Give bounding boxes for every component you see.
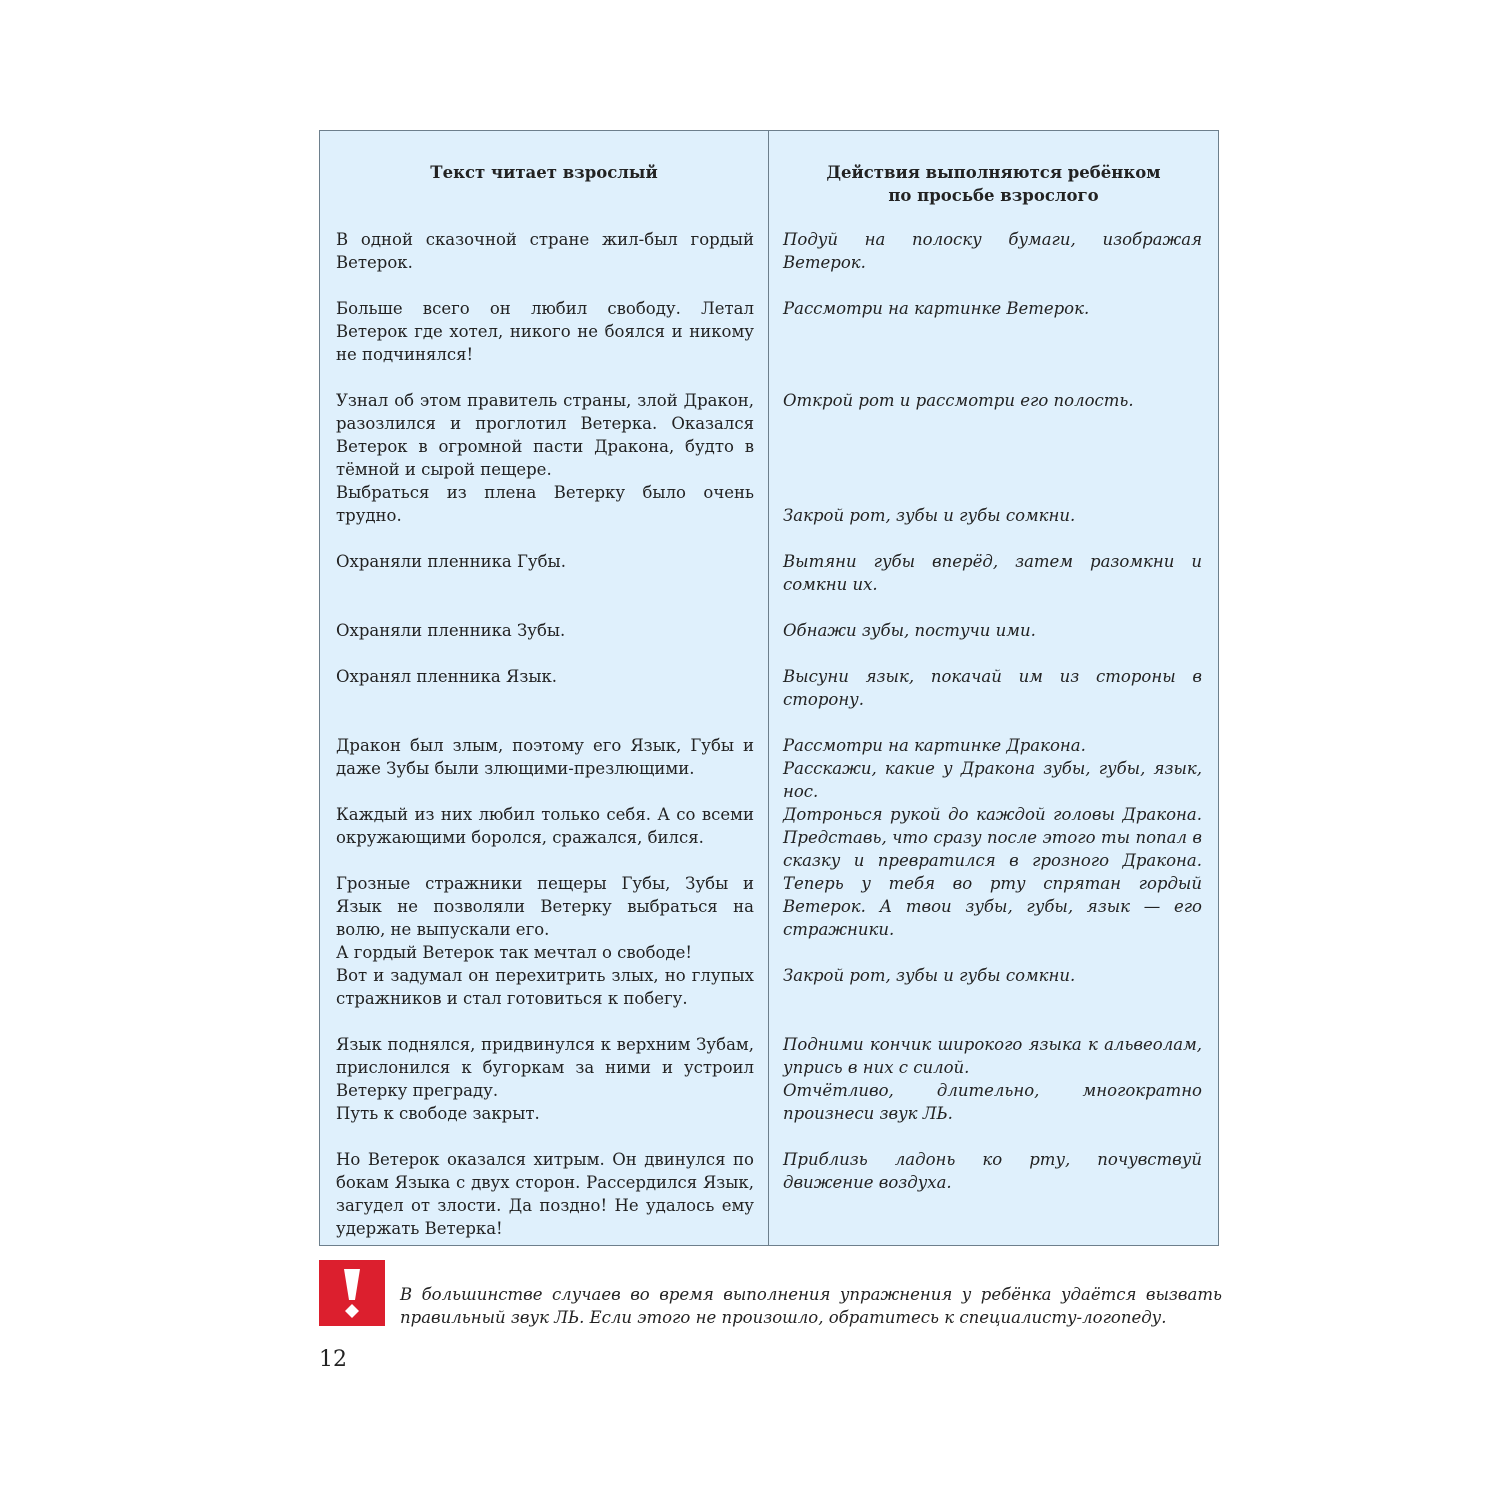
left-cell: Узнал об этом правитель страны, злой Дракон, разозлился и проглотил Ветерка. Оказался Ветерок в огромной пасти Дракона, будто в тёмной и сырой пещере.: [336, 391, 754, 479]
warning-note: В большинстве случаев во время выполнения упражнения у ребёнка удаётся вызвать правильный звук ЛЬ. Если этого не произошло, обратитесь к специалисту-логопеду.: [400, 1285, 1222, 1327]
left-cell: Охраняли пленника Губы.: [336, 552, 566, 571]
left-cell: Охраняли пленника Зубы.: [336, 621, 566, 640]
left-cell: Охранял пленника Язык.: [336, 667, 558, 686]
left-cell: А гордый Ветерок так мечтал о свободе!: [336, 943, 693, 962]
page-number: 12: [319, 1347, 347, 1372]
right-cell: Вытяни губы вперёд, затем разомкни и сомкни их.: [783, 552, 1202, 594]
right-cell: Расскажи, какие у Дракона зубы, губы, язык, нос.: [783, 759, 1202, 801]
left-cell: Язык поднялся, придвинулся к верхним Зубам, прислонился к бугоркам за ними и устроил Ветерку преграду.: [336, 1035, 754, 1100]
right-cell: Обнажи зубы, постучи ими.: [783, 621, 1036, 640]
header-right-line: Действия выполняются ребёнком: [826, 163, 1161, 182]
child-actions-column: [769, 131, 1218, 1245]
left-cell: Выбраться из плена Ветерку было очень трудно.: [336, 483, 754, 525]
right-cell: Подуй на полоску бумаги, изображая Ветерок.: [783, 230, 1202, 272]
right-cell: Высуни язык, покачай им из стороны в сторону.: [783, 667, 1202, 709]
right-cell: Подними кончик широкого языка к альвеолам, упрись в них с силой.: [783, 1035, 1202, 1077]
exclamation-icon: [319, 1260, 385, 1326]
right-cell: Приблизь ладонь ко рту, почувствуй движение воздуха.: [783, 1150, 1202, 1192]
right-cell: Рассмотри на картинке Ветерок.: [783, 299, 1090, 318]
right-cell: Отчётливо, длительно, многократно произнеси звук ЛЬ.: [783, 1081, 1202, 1123]
header-right: [783, 161, 1204, 207]
left-cell: Каждый из них любил только себя. А со всеми окружающими боролся, сражался, бился.: [336, 805, 754, 847]
right-cell: Открой рот и рассмотри его полость.: [783, 391, 1134, 410]
left-cell: Больше всего он любил свободу. Летал Ветерок где хотел, никого не боялся и никому не подчинялся!: [336, 299, 754, 364]
left-cell: В одной сказочной стране жил-был гордый Ветерок.: [336, 230, 754, 272]
left-cell: Путь к свободе закрыт.: [336, 1104, 540, 1123]
right-cell: Дотронься рукой до каждой головы Дракона. Представь, что сразу после этого ты попал в сказку и превратился в грозного Дракона. Теперь у тебя во рту спрятан гордый Ветерок. А твои зубы, губы, язык — его стражники.: [783, 805, 1202, 939]
right-cell: Закрой рот, зубы и губы сомкни.: [783, 506, 1076, 525]
left-cell: Но Ветерок оказался хитрым. Он двинулся по бокам Языка с двух сторон. Рассердился Язык, загудел от злости. Да поздно! Не удалось ему удержать Ветерка!: [336, 1150, 754, 1238]
left-cell: Дракон был злым, поэтому его Язык, Губы и даже Зубы были злющими-презлющими.: [336, 736, 754, 778]
right-cell: Закрой рот, зубы и губы сомкни.: [783, 966, 1076, 985]
header-left: Текст читает взрослый: [430, 163, 658, 182]
right-cell: Рассмотри на картинке Дракона.: [783, 736, 1086, 755]
left-cell: Вот и задумал он перехитрить злых, но глупых стражников и стал готовиться к побегу.: [336, 966, 754, 1008]
left-cell: Грозные стражники пещеры Губы, Зубы и Язык не позволяли Ветерку выбраться на волю, не выпускали его.: [336, 874, 754, 939]
story-table: [319, 130, 1219, 1246]
adult-text-column: [320, 131, 769, 1245]
header-right-line: по просьбе взрослого: [888, 186, 1099, 205]
